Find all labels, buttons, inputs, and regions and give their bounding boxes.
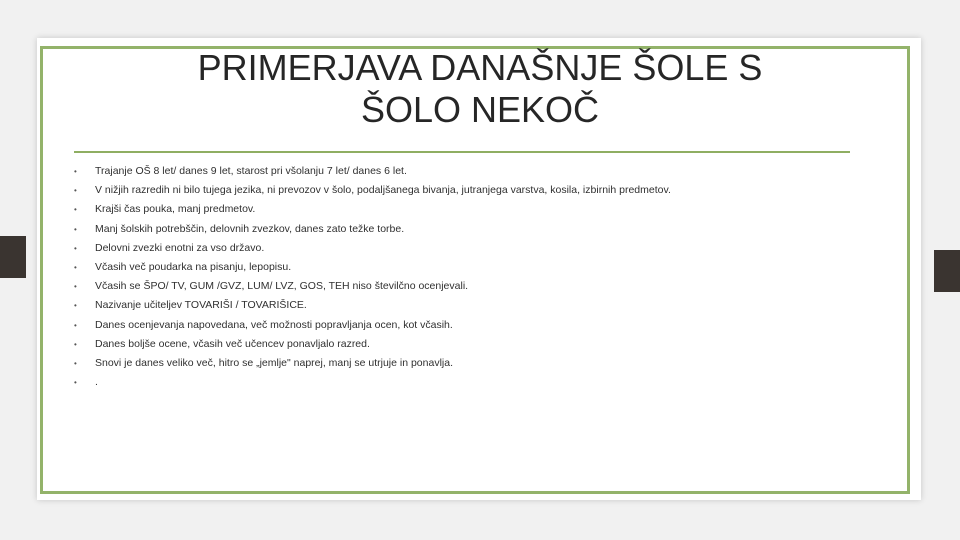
bullet-text: Manj šolskih potrebščin, delovnih zvezkov, danes zato težke torbe. bbox=[95, 222, 405, 235]
bullet-dot-icon: • bbox=[74, 339, 77, 349]
bullet-dot-icon: • bbox=[74, 282, 77, 292]
bullet-text: Danes boljše ocene, včasih več učencev ponavljalo razred. bbox=[95, 337, 370, 350]
bullet-item bbox=[71, 277, 861, 296]
bullet-item bbox=[71, 181, 861, 200]
bullet-item bbox=[71, 296, 861, 315]
bullet-list bbox=[71, 162, 861, 392]
title-line-1: PRIMERJAVA DANAŠNJE ŠOLE S bbox=[197, 47, 763, 88]
bullet-item bbox=[71, 258, 861, 277]
bullet-text: . bbox=[95, 376, 98, 389]
title-line-2: ŠOLO NEKOČ bbox=[360, 89, 600, 130]
bullet-dot-icon: • bbox=[74, 262, 77, 272]
bullet-dot-icon: • bbox=[74, 205, 77, 215]
bullet-dot-icon: • bbox=[74, 358, 77, 368]
bullet-item bbox=[71, 335, 861, 354]
bullet-text: Nazivanje učiteljev TOVARIŠI / TOVARIŠICE. bbox=[95, 299, 307, 312]
bullet-text: Danes ocenjevanja napovedana, več možnosti popravljanja ocen, kot včasih. bbox=[95, 318, 453, 331]
bullet-text: Krajši čas pouka, manj predmetov. bbox=[95, 203, 256, 216]
left-edge-tab bbox=[0, 236, 26, 278]
bullet-item bbox=[71, 220, 861, 239]
bullet-dot-icon: • bbox=[74, 167, 77, 176]
bullet-item bbox=[71, 373, 861, 392]
bullet-text: Včasih več poudarka na pisanju, lepopisu. bbox=[95, 260, 292, 273]
bullet-item bbox=[71, 200, 861, 219]
bullet-text: V nižjih razredih ni bilo tujega jezika, ni prevozov v šolo, podaljšanega bivanja, jutranjega varstva, kosila, izbirnih predmetov. bbox=[95, 184, 671, 197]
bullet-text: Snovi je danes veliko več, hitro se „jemlje" naprej, manj se utrjuje in ponavlja. bbox=[95, 356, 453, 369]
bullet-dot-icon: • bbox=[74, 243, 77, 253]
bullet-text: Delovni zvezki enotni za vso državo. bbox=[95, 241, 265, 254]
bullet-dot-icon: • bbox=[74, 320, 77, 330]
bullet-dot-icon: • bbox=[74, 378, 77, 388]
bullet-item bbox=[71, 239, 861, 258]
right-edge-tab bbox=[934, 250, 960, 292]
title-divider bbox=[74, 151, 850, 153]
bullet-dot-icon: • bbox=[74, 224, 77, 234]
bullet-item bbox=[71, 354, 861, 373]
bullet-dot-icon: • bbox=[74, 186, 77, 196]
bullet-dot-icon: • bbox=[74, 301, 77, 311]
bullet-text: Včasih se ŠPO/ TV, GUM /GVZ, LUM/ LVZ, GOS, TEH niso številčno ocenjevali. bbox=[95, 280, 469, 293]
slide-title bbox=[70, 47, 890, 131]
bullet-item bbox=[71, 316, 861, 335]
bullet-text: Trajanje OŠ 8 let/ danes 9 let, starost pri všolanju 7 let/ danes 6 let. bbox=[95, 165, 407, 177]
bullet-item bbox=[71, 162, 861, 181]
